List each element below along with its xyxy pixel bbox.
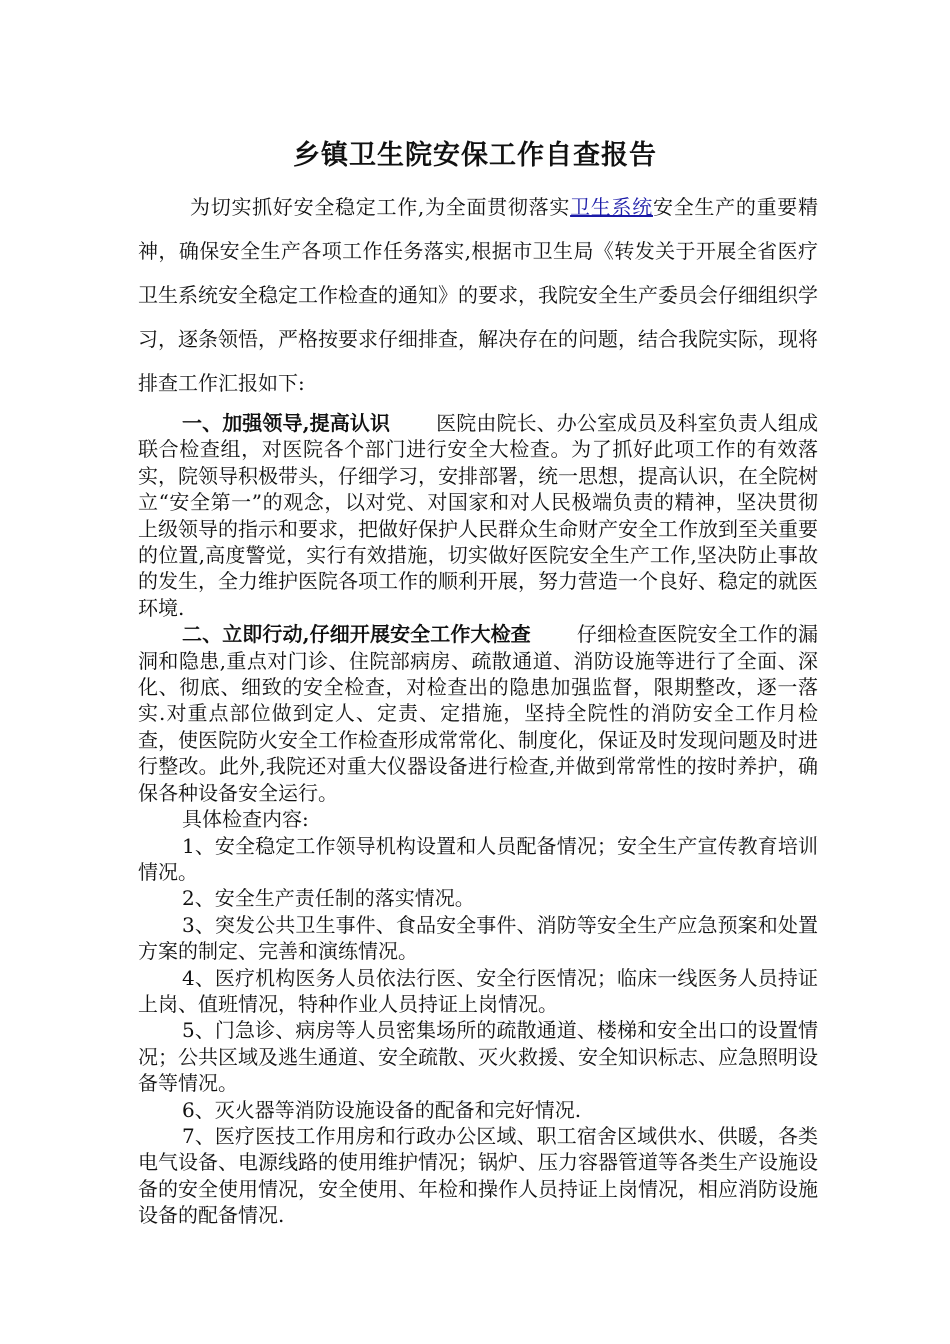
section-1-text: 医院由院长、办公室成员及科室负责人组成联合检查组，对医院各个部门进行安全大检查。为了抓好此项工作的有效落实，院领导积极带头，仔细学习，安排部署，统一思想，提高认识，在全院树立“安全第一”的观念，以对党、对国家和对人民极端负责的精神，坚决贯彻上级领导的指示和要求，把做好保护人民群众生命财产安全工作放到至关重要的位置,高度警觉，实行有效措施，切实做好医院安全生产工作,坚决防止事故的发生，全力维护医院各项工作的顺利开展，努力营造一个良好、稳定的就医环境. bbox=[138, 411, 818, 620]
checklist-item-5: 5、门急诊、病房等人员密集场所的疏散通道、楼梯和安全出口的设置情况；公共区域及逃生通道、安全疏散、灭火救援、安全知识标志、应急照明设备等情况。 bbox=[138, 1018, 818, 1096]
checklist-item-7: 7、医疗医技工作用房和行政办公区域、职工宿舍区域供水、供暖，各类电气设备、电源线路的使用维护情况；锅炉、压力容器管道等各类生产设施设备的安全使用情况，安全使用、年检和操作人员持证上岗情况，相应消防设施设备的配备情况. bbox=[138, 1123, 818, 1228]
checklist-label: 具体检查内容: bbox=[182, 807, 309, 832]
report-body bbox=[138, 410, 818, 1229]
checklist-item-6: 6、灭火器等消防设施设备的配备和完好情况. bbox=[182, 1097, 582, 1122]
intro-text-after-link: 安全生产的重要精神，确保安全生产各项工作任务落实,根据市卫生局《转发关于开展全省医疗卫生系统安全稳定工作检查的通知》的要求，我院安全生产委员会仔细组织学习，逐条领悟，严格按要求仔细排查，解决存在的问题，结合我院实际，现将排查工作汇报如下: bbox=[138, 195, 819, 395]
section-2-paragraph bbox=[138, 621, 818, 806]
section-1-heading: 一、加强领导,提高认识 bbox=[182, 411, 391, 435]
checklist-item-2: 2、安全生产责任制的落实情况。 bbox=[182, 886, 475, 911]
checklist-item-3: 3、突发公共卫生事件、食品安全事件、消防等安全生产应急预案和处置方案的制定、完善和演练情况。 bbox=[138, 912, 818, 964]
document-title: 乡镇卫生院安保工作自查报告 bbox=[293, 140, 657, 171]
section-1-paragraph bbox=[138, 410, 818, 621]
checklist-item-4: 4、医疗机构医务人员依法行医、安全行医情况；临床一线医务人员持证上岗、值班情况，特种作业人员持证上岗情况。 bbox=[138, 965, 818, 1016]
health-system-link[interactable]: 卫生系统 bbox=[570, 195, 653, 219]
intro-paragraph bbox=[138, 185, 818, 405]
checklist-item-1: 1、安全稳定工作领导机构设置和人员配备情况；安全生产宣传教育培训情况。 bbox=[138, 833, 818, 884]
section-2-heading: 二、立即行动,仔细开展安全工作大检查 bbox=[182, 622, 531, 647]
intro-text-before-link: 为切实抓好安全稳定工作,为全面贯彻落实 bbox=[190, 195, 571, 219]
section-2-text: 仔细检查医院安全工作的漏洞和隐患,重点对门诊、住院部病房、疏散通道、消防设施等进行了全面、深化、彻底、细致的安全检查，对检查出的隐患加强监督，限期整改，逐一落实.对重点部位做到定人、定责、定措施，坚持全院性的消防安全工作月检查，使医院防火安全工作检查形成常常化、制度化，保证及时发现问题及时进行整改。此外,我院还对重大仪器设备进行检查,并做到常常性的按时养护，确保各种设备安全运行。 bbox=[138, 622, 818, 805]
